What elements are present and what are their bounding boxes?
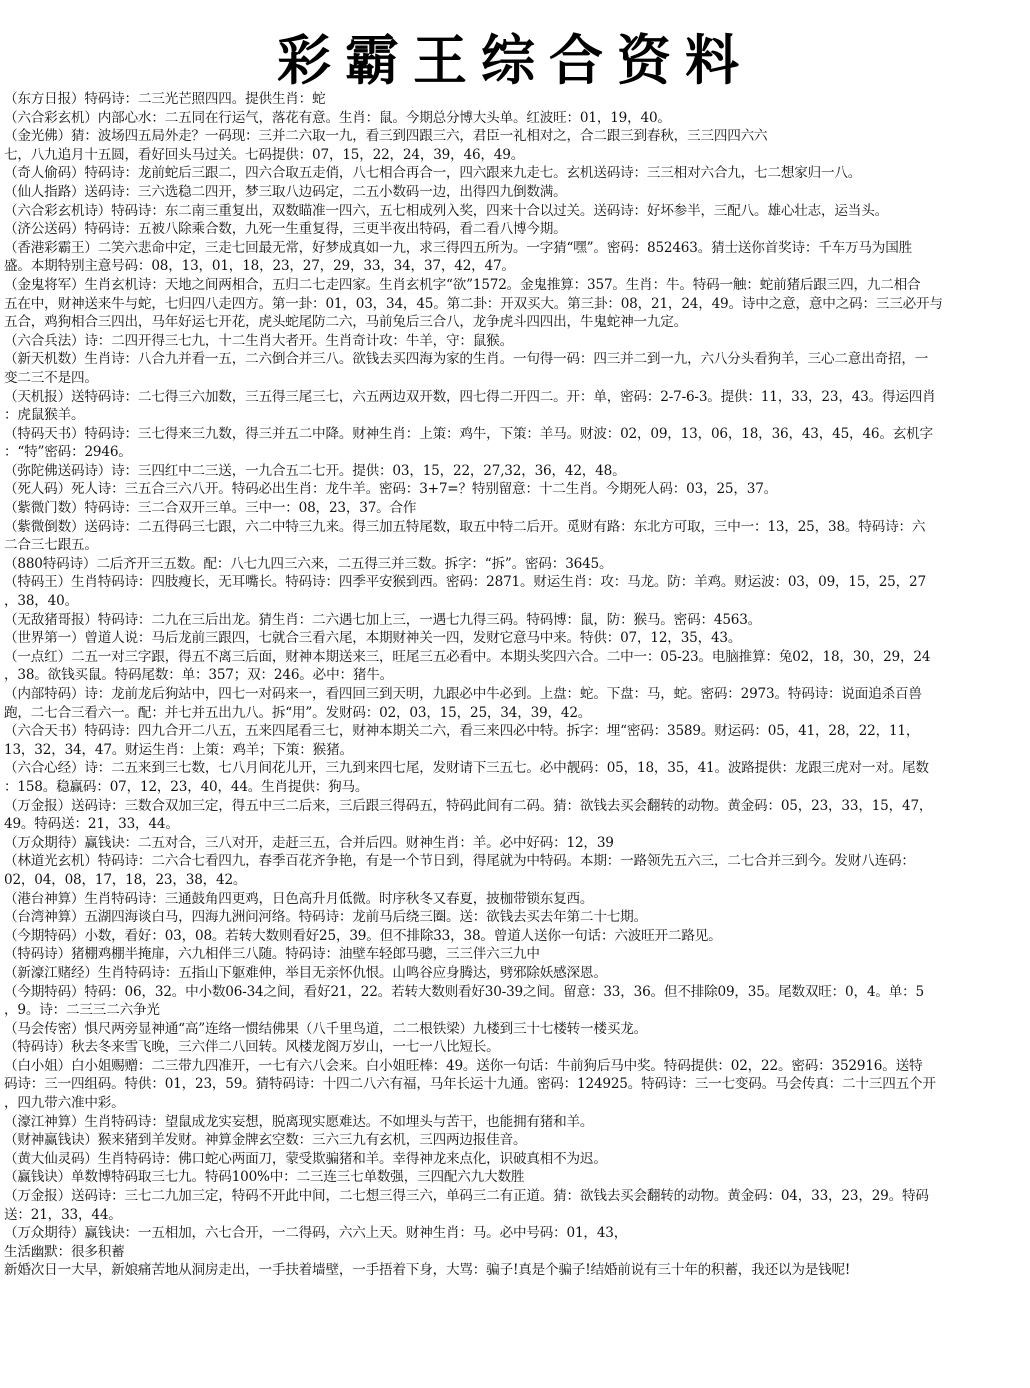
text-line: （880特码诗）二后齐开三五数。配：八七九四三六来，二五得三并三数。拆字：“拆”。密码：3645。: [4, 555, 613, 572]
text-line: （世界第一）曾道人说：马后龙前三跟四，七就合三看六尾，本期财神关一四，发财它意马中来。特供：07，12，35，43。: [4, 630, 742, 647]
text-line: （万金报）送码诗：三数合双加三定，得五中三二后来，三后跟三得码五，特码此间有二码。猜：欲钱去买会翻转的动物。黄金码：05，23，33，15，47，: [4, 797, 933, 814]
text-line: （濠江神算）生肖特码诗：望鼠成龙实妄想，脱离现实愿难达。不如埋头与苦干，也能拥有猪和羊。: [4, 1113, 594, 1130]
text-line: 五在中，财神送来牛与蛇，七归四八走四方。第一卦：01，03，34，45。第二卦：开双买大。第三卦：08，21，24，49。诗中之意，意中之码：三三必开与: [4, 295, 943, 312]
text-line: （紫微门数）特码诗：三二合双开三单。三中一：08，23，37。合作: [4, 500, 417, 517]
text-line: （特码王）生肖特码诗：四肢瘦长，无耳嘴长。特码诗：四季平安猴到西。密码：2871。财运生肖：攻：马龙。防：羊鸡。财运波：03，09，15，25，27: [4, 574, 926, 591]
text-line: 跑，二七合三看六一。配：并七并五出九八。拆“用”。发财码：02，03，15，25，34，39，42。: [4, 704, 592, 721]
text-line: （六合兵法）诗：二四开得三七九，十二生肖大者开。生肖奇计攻：牛羊，守：鼠猴。: [4, 332, 513, 349]
text-line: 13，32，34，47。财运生肖：上策：鸡羊；下策：猴猪。: [4, 741, 353, 758]
text-line: （台湾神算）五湖四海谈白马，四海九洲问河络。特码诗：龙前马后绕三圈。送：欲钱去买去年第二十七期。: [4, 909, 647, 926]
text-line: 七，八九追月十五圆，看好回头马过关。七码提供：07，15，22，24，39，46，49。: [4, 146, 525, 163]
text-line: （一点红）二五一对三字跟，得五不离三后面，财神本期送来三，旺尾三五必看中。本期头奖四六合。二中一：05-23。电脑推算：兔02，18，30，29，24: [4, 648, 931, 665]
text-line: ：“特”密码：2946。: [4, 444, 132, 461]
text-line: 二合三七跟五。: [4, 537, 98, 554]
text-line: （新天机数）生肖诗：八合九并看一五，二六倒合并三八。欲钱去买四海为家的生肖。一句得一码：四三并二到一九，六八分头看狗羊，三心二意出奇招，一: [4, 351, 929, 368]
text-line: （万金报）送码诗：三七二九加三定，特码不开此中间，二七想三得三六，单码三二有正道。猜：欲钱去买会翻转的动物。黄金码：04，33，23，29。特码: [4, 1188, 929, 1205]
text-line: （万众期待）赢钱诀：二五对合，三八对开，走赶三五，合并后四。财神生肖：羊。必中好码：12，39: [4, 834, 614, 851]
text-line: 码诗：三一四组码。特供：01，23，59。猜特码诗：十四二八六有福，马年长运十九通。密码：124925。特码诗：三一七变码。马会传真：二十三四五个开: [4, 1076, 936, 1093]
text-line: （特码诗）猪棚鸡棚半掩扉，六九相伴三八随。特码诗：油壁车轻郎马骢，三三伴六三九中: [4, 946, 540, 963]
document-body: [4, 90, 1024, 1280]
text-line: （弥陀佛送码诗）诗：三四红中二三送，一九合五二七开。提供：03，15，22，27,32，36，42，48。: [4, 462, 626, 479]
text-line: （天机报）送特码诗：二七得三六加数，三五得三尾三七，六五两边双开数，四七得二开四二。开：单，密码：2-7-6-3。提供：11，33，23，43。得运四肖: [4, 388, 936, 405]
text-line: （今期特码）特码：06，32。中小数06-34之间，看好21，22。若转大数则看好30-39之间。留意：33，36。但不排除09，35。尾数双旺：0，4。单：5: [4, 983, 924, 1000]
text-line: （六合天书）特码诗：四九合开二八五，五来四尾看三七，财神本期关二六，看三来四必中特。拆字：埋“密码：3589。财运码：05，41，28，22，11，: [4, 723, 920, 740]
text-line: （金光佛）猜：波场四五局外走？一码现：三并二六取一九，看三到四跟三六，君臣一礼相对之，合二跟三到春秋，三三四四六六: [4, 128, 768, 145]
text-line: ，9。诗：二三三二六争光: [4, 1002, 160, 1019]
text-line: （六合彩玄机）内部心水：二五同在行运气，落花有意。生肖：鼠。今期总分博大头单。红波旺：01，19，40。: [4, 109, 671, 126]
text-line: ，四九带六准中彩。: [4, 1095, 125, 1112]
text-line: （港台神算）生肖特码诗：三通鼓角四更鸡，日色高升月低微。时序秋冬又春夏，披枷带锁东复西。: [4, 890, 594, 907]
text-line: 新婚次日一大早，新娘痛苦地从洞房走出，一手扶着墙壁，一手捂着下身，大骂：骗子!真是个骗子!结婚前说有三十年的积蓄，我还以为是钱呢!: [4, 1262, 851, 1279]
text-line: 盛。本期特别主意号码：08，13，01，18，23，27，29，33，34，37，42，47。: [4, 258, 515, 275]
text-line: （六合心经）诗：二五来到三七数，七八月间花儿开，三九到来四七尾，发财请下三五七。必中靓码：05，18，35，41。波路提供：龙跟三虎对一对。尾数: [4, 760, 929, 777]
text-line: （奇人偷码）特码诗：龙前蛇后三跟二，四六合取五走俏，八七相合再合一，四六跟来九走七。玄机送码诗：三三相对六合九，七二想家归一八。: [4, 165, 862, 182]
text-line: （济公送码）特码诗：五被八除乘合数，九死一生重复得，三更半夜出特码，看二看八博今期。: [4, 221, 567, 238]
text-line: （马会传密）惧尺两旁显神通“高”连络一惯结佛果（八千里鸟道，二二根铁梁）九楼到三十七楼转一楼买龙。: [4, 1020, 648, 1037]
text-line: （新濠江赌经）生肖特码诗：五指山下躯难伸，举目无亲怀仇恨。山鸣谷应身腾达，劈邪除妖感深恩。: [4, 964, 607, 981]
text-line: ，38，40。: [4, 593, 78, 610]
text-line: 变二三不是四。: [4, 369, 98, 386]
text-line: （死人码）死人诗：三五合三六八开。特码必出生肖：龙牛羊。密码：3+7=？特别留意：十二生肖。今期死人码：03，25，37。: [4, 481, 778, 498]
text-line: ：158。稳赢码：07，12，23，40，44。生肖提供：狗马。: [4, 778, 369, 795]
text-line: （特码天书）特码诗：三七得来三九数，得三并五二中降。财神生肖：上策：鸡牛，下策：羊马。财波：02，09，13，06，18，36，43，45，46。玄机字: [4, 425, 933, 442]
text-line: （赢钱诀）单数博特码取三七九。特码100%中：二三连三七单数强，三四配六九大数胜: [4, 1169, 525, 1186]
text-line: （内部特码）诗：龙前龙后狗站中，四七一对码来一，看四回三到天明，九跟必中牛必到。上盘：蛇。下盘：马，蛇。密码：2973。特码诗：说面追杀百兽: [4, 686, 922, 702]
text-line: 送：21，33，44。: [4, 1206, 122, 1223]
text-line: ，38。欲钱买鼠。特码尾数：单：357；双：246。必中：猪牛。: [4, 667, 394, 684]
text-line: （万众期待）赢钱诀：一五相加，六七合开，一二得码，六六上天。财神生肖：马。必中号码：01，43，: [4, 1225, 628, 1242]
text-line: （特码诗）秋去冬来雪飞晚，三六伴二八回转。风楼龙阁万岁山，一七一八比短长。: [4, 1039, 500, 1056]
text-line: （六合彩玄机诗）特码诗：东二南三重复出，双数瞄准一四六，五七相成列入奖，四来十合以过关。送码诗：好坏参半，三配八。雄心壮志，运当头。: [4, 202, 888, 219]
text-line: （白小姐）白小姐赐赠：二三带九四准开，一七有六八会来。白小姐旺棒：49。送你一句话：牛前狗后马中奖。特码提供：02，22。密码：352916。送特: [4, 1057, 923, 1074]
text-line: 49。特码送：21，33，44。: [4, 816, 179, 833]
text-line: ：虎鼠猴羊。: [4, 407, 85, 424]
text-line: （紫微倒数）送码诗：二五得码三七跟，六二中特三九来。得三加五特尾数，取五中特二后开。觅财有路：东北方可取，三中一：13，25，38。特码诗：六: [4, 518, 926, 535]
text-line: （林道光玄机）特码诗：二六合七看四九，春季百花齐争艳，有是一个节日到，得尾就为中特码。本期：一路领先五六三，二七合并三到今。发财八连码：: [4, 853, 915, 870]
text-line: （香港彩霸王）二笑六悲命中定，三走七回最无常，好梦成真如一九，求三得四五所为。一字猜“嘿”。密码：852463。猜士送你首奖诗：千车万马为国胜: [4, 239, 912, 256]
text-line: 生活幽默：很多积蓄: [4, 1243, 125, 1260]
text-line: （无敌猪哥报）特码诗：二九在三后出龙。猜生肖：二六遇七加上三，一遇七九得三码。特码博：鼠，防：猴马。密码：4563。: [4, 611, 762, 628]
text-line: （财神赢钱诀）猴来猪到羊发财。神算金牌玄空数：三六三九有玄机，三四两边报佳音。: [4, 1132, 527, 1149]
page-title: 彩霸王综合资料: [277, 28, 753, 92]
text-line: （今期特码）小数，看好：03，08。若转大数则看好25，39。但不排除33，38。曾道人送你一句话：六波旺开二路见。: [4, 927, 722, 944]
text-line: （黄大仙灵码）生肖特码诗：佛口蛇心两面刀，蒙受欺骗猪和羊。幸得神龙来点化，识破真相不为迟。: [4, 1150, 607, 1167]
text-line: （金鬼将军）生肖玄机诗：天地之间两相合，五归二七走四家。生肖玄机字“欲”1572。金鬼推算：357。生肖：牛。特码一触：蛇前猪后跟三四，九二相合: [4, 276, 921, 293]
text-line: （仙人指路）送码诗：三六选稳二四开，梦三取八边码定，二五小数码一边，出得四九倒数满。: [4, 183, 567, 200]
text-line: 02，04，08，17，18，23，38，42。: [4, 871, 247, 888]
text-line: （东方日报）特码诗：二三光芒照四四。提供生肖：蛇: [4, 91, 326, 107]
text-line: 五合，鸡狗相合三四出，马年好运七开花，虎头蛇尾防二六，马前兔后三合八，龙争虎斗四四出，牛鬼蛇神一九定。: [4, 314, 688, 331]
